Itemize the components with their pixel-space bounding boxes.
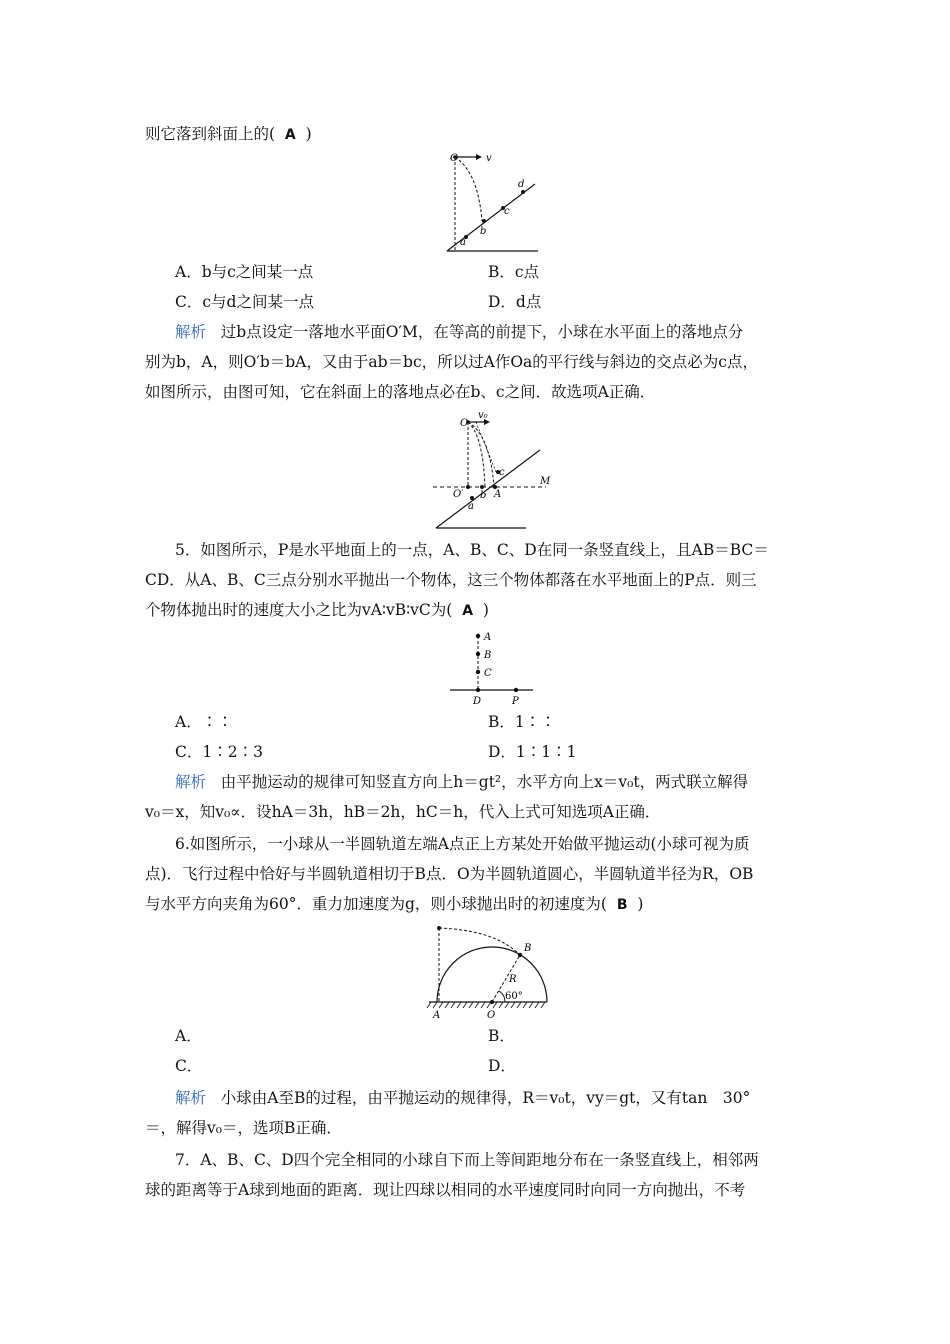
q5-label-p: P: [512, 696, 519, 707]
fig2-label-o-prime: O′: [453, 489, 464, 500]
fig1-label-b: b: [480, 226, 487, 237]
q6-analysis-line-2: ＝，解得v₀＝，选项B正确．: [145, 1119, 342, 1137]
q6-stem-line-3: [145, 894, 643, 915]
q5-label-a: A: [484, 632, 492, 643]
fig2-label-c: c: [499, 467, 505, 478]
q6-analysis-line-1: [175, 1088, 750, 1108]
q5-analysis-label: 解析: [175, 773, 207, 791]
q6-option-d: D．: [488, 1057, 516, 1075]
q4-figure-1: [440, 152, 550, 257]
q5-label-d: D: [473, 696, 482, 707]
fig1-label-v: v: [486, 153, 492, 164]
q4-option-d: D．d点: [488, 293, 542, 311]
q4-analysis-text-1: 过b点设定一落地水平面O′M，在等高的前提下，小球在水平面上的落地点分: [220, 323, 744, 341]
q4-stem-text: 则它落到斜面上的(: [145, 125, 276, 143]
q6-label-angle: 60°: [505, 991, 523, 1002]
fig2-label-v0: v₀: [478, 410, 488, 421]
q4-option-c: C．c与d之间某一点: [175, 293, 314, 311]
q7-stem-line-2: 球的距离等于A球到地面的距离．现让四球以相同的水平速度同时向同一方向抛出，不考: [145, 1181, 746, 1199]
q4-option-b: B．c点: [488, 263, 540, 281]
q4-analysis-line-2: 别为b，A，则O′b＝bA，又由于ab＝bc，所以过A作Oa的平行线与斜边的交点必为c点，: [145, 353, 758, 371]
q5-option-d: D．1∶1∶1: [488, 743, 577, 761]
q5-answer: A: [462, 603, 474, 619]
q5-label-b: B: [484, 650, 492, 661]
q4-option-a: A．b与c之间某一点: [175, 263, 314, 281]
fig2-label-b: b: [480, 490, 487, 501]
q5-analysis-line-2: v₀＝x，知v₀∝．设hA＝3h，hB＝2h，hC＝h，代入上式可知选项A正确．: [145, 803, 661, 821]
q5-stem-line-3: [145, 600, 489, 621]
fig2-label-a: a: [468, 501, 474, 512]
fig1-label-o: O: [450, 153, 459, 164]
q4-analysis-label: 解析: [175, 323, 207, 341]
fig2-label-o: O: [460, 418, 469, 429]
q6-answer: B: [616, 897, 628, 913]
fig2-label-m: M: [540, 476, 551, 487]
q5-option-c: C．1∶2∶3: [175, 743, 263, 761]
q6-stem-text-3: 与水平方向夹角为60°．重力加速度为g，则小球抛出时的初速度为(: [145, 895, 607, 913]
fig1-label-c: c: [504, 206, 510, 217]
q4-close-paren: ): [305, 125, 312, 143]
q4-answer: A: [284, 127, 296, 143]
fig1-label-d: d: [518, 179, 525, 190]
q5-option-b: B．1∶∶: [488, 713, 556, 731]
q5-analysis-line-1: [175, 772, 748, 792]
q4-analysis-line-3: 如图所示，由图可知，它在斜面上的落地点必在b、c之间．故选项A正确．: [145, 383, 656, 401]
q6-label-a: A: [433, 1010, 441, 1021]
q6-stem-line-2: 点)．飞行过程中恰好与半圆轨道相切于B点．O为半圆轨道圆心，半圆轨道半径为R，OB: [145, 865, 754, 883]
q6-analysis-label: 解析: [175, 1089, 207, 1107]
q6-figure: [425, 922, 555, 1022]
q5-analysis-text-1: 由平抛运动的规律可知竖直方向上h＝gt²，水平方向上x＝v₀t，两式联立解得: [220, 773, 749, 791]
q6-close-paren: ): [637, 895, 644, 913]
q6-option-c: C．: [175, 1057, 203, 1075]
q7-stem-line-1: 7．A、B、C、D四个完全相同的小球自下而上等间距地分布在一条竖直线上，相邻两: [175, 1151, 759, 1169]
q5-stem-line-2: CD．从A、B、C三点分别水平抛出一个物体，这三个物体都落在水平地面上的P点．则三: [145, 571, 757, 589]
q6-label-o: O: [487, 1010, 496, 1021]
q6-stem-line-1: 6.如图所示，一小球从一半圆轨道左端A点正上方某处开始做平抛运动(小球可视为质: [175, 835, 750, 853]
fig2-label-cap-a: A: [494, 489, 502, 500]
q4-figure-2: [428, 410, 568, 535]
q5-label-c: C: [484, 668, 492, 679]
q5-figure: [445, 628, 540, 708]
q5-stem-text-3: 个物体抛出时的速度大小之比为vA∶vB∶vC为(: [145, 601, 453, 619]
q6-analysis-text-1: 小球由A至B的过程，由平抛运动的规律得，R＝v₀t，vy＝gt，又有tan 30°: [220, 1089, 751, 1107]
q5-close-paren: ): [482, 601, 489, 619]
q5-option-a: A．∶∶: [175, 713, 233, 731]
q4-analysis-line-1: [175, 322, 743, 342]
q5-stem-line-1: 5．如图所示，P是水平地面上的一点，A、B、C、D在同一条竖直线上，且AB＝BC＝: [175, 541, 769, 559]
q6-label-b: B: [524, 943, 532, 954]
q6-option-b: B．: [488, 1027, 515, 1045]
q4-stem: [145, 124, 312, 145]
q6-option-a: A．: [175, 1027, 202, 1045]
q6-label-r: R: [509, 974, 517, 985]
fig1-label-a: a: [460, 237, 466, 248]
